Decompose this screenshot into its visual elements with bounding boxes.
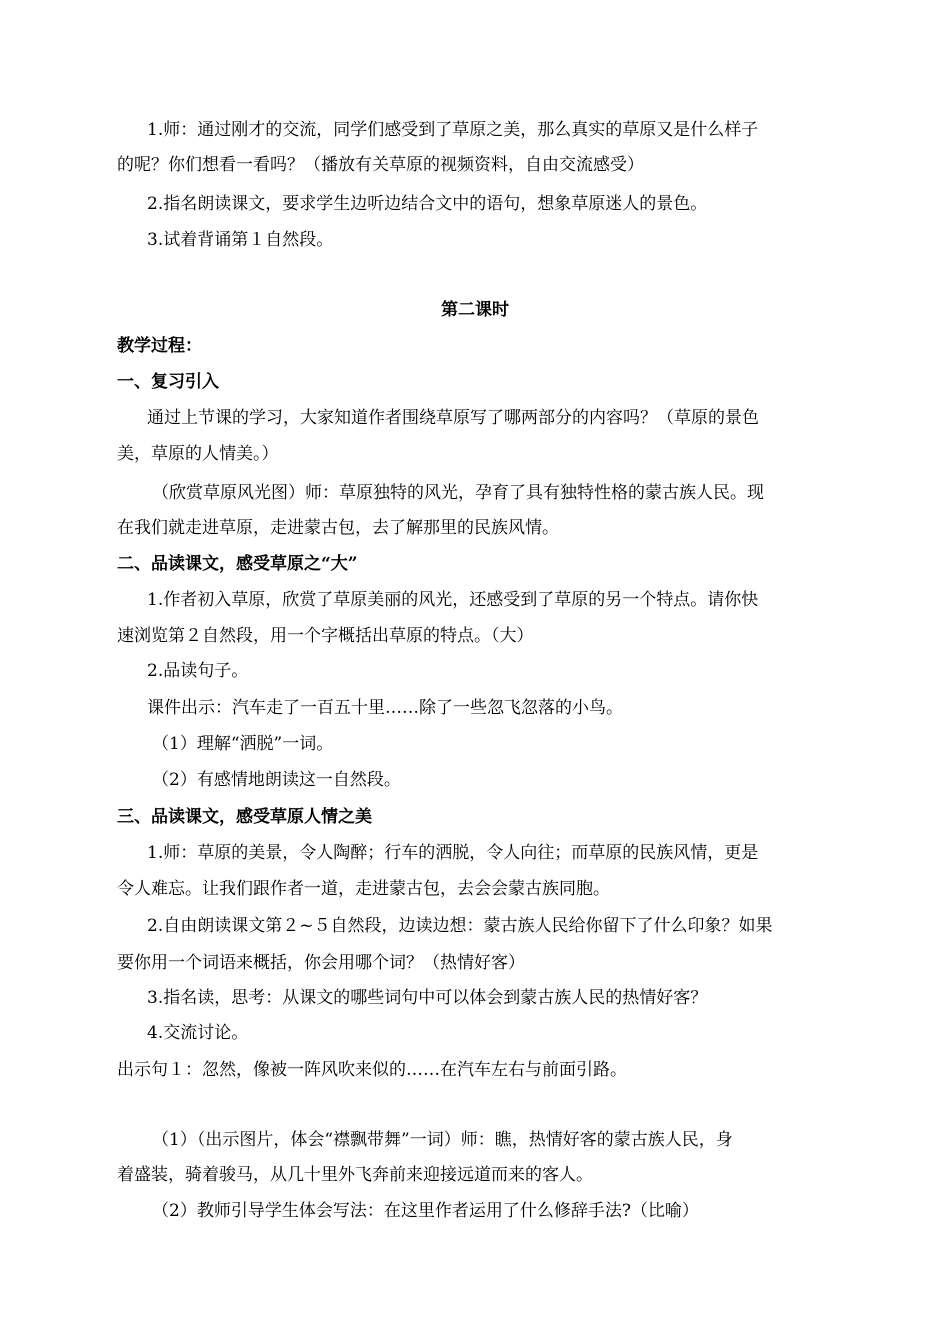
paragraph-line: 2.指名朗读课文，要求学生边听边结合文中的语句，想象草原迷人的景色。 (147, 194, 708, 214)
paragraph-line: 的呢？你们想看一看吗？（播放有关草原的视频资料，自由交流感受） (117, 155, 644, 175)
paragraph-line: 2.品读句子。 (147, 661, 249, 681)
paragraph-line: 3.试着背诵第１自然段。 (147, 230, 334, 250)
paragraph-line: （欣赏草原风光图）师：草原独特的风光，孕育了具有独特性格的蒙古族人民。现 (152, 483, 764, 503)
paragraph-line: 4.交流讨论。 (147, 1023, 249, 1043)
heading-3: 三、品读课文，感受草原人情之美 (117, 807, 372, 827)
paragraph-line: 令人难忘。让我们跟作者一道，走进蒙古包，去会会蒙古族同胞。 (117, 879, 610, 899)
paragraph-line: （2）教师引导学生体会写法：在这里作者运用了什么修辞手法?（比喻） (152, 1201, 699, 1221)
paragraph-line: 出示句１：忽然，像被一阵风吹来似的……在汽车左右与前面引路。 (117, 1060, 627, 1080)
paragraph-line: 着盛装，骑着骏马，从几十里外飞奔前来迎接远道而来的客人。 (117, 1165, 593, 1185)
paragraph-line: （1）理解“洒脱”一词。 (152, 734, 334, 754)
section-title: 第二课时 (441, 300, 509, 320)
paragraph-line: （1）（出示图片，体会“襟飘带舞”一词）师：瞧，热情好客的蒙古族人民，身 (152, 1130, 733, 1150)
paragraph-line: 3.指名读，思考：从课文的哪些词句中可以体会到蒙古族人民的热情好客？ (147, 988, 708, 1008)
paragraph-line: 速浏览第２自然段，用一个字概括出草原的特点。（大） (117, 626, 534, 646)
paragraph-line: 1.师：草原的美景，令人陶醉；行车的洒脱，令人向往；而草原的民族风情，更是 (147, 843, 759, 863)
paragraph-line: 通过上节课的学习，大家知道作者围绕草原写了哪两部分的内容吗？（草原的景色 (147, 408, 759, 428)
heading-teaching-process: 教学过程： (117, 336, 202, 356)
paragraph-line: （2）有感情地朗读这一自然段。 (152, 770, 401, 790)
paragraph-line: 1.师：通过刚才的交流，同学们感受到了草原之美，那么真实的草原又是什么样子 (147, 120, 759, 140)
heading-1: 一、复习引入 (117, 372, 219, 392)
paragraph-line: 美，草原的人情美。） (117, 444, 279, 464)
paragraph-line: 在我们就走进草原，走进蒙古包，去了解那里的民族风情。 (117, 518, 559, 538)
paragraph-line: 要你用一个词语来概括，你会用哪个词？（热情好客） (117, 953, 525, 973)
paragraph-line: 2.自由朗读课文第２~５自然段，边读边想：蒙古族人民给你留下了什么印象？如果 (147, 916, 773, 936)
paragraph-line: 课件出示：汽车走了一百五十里……除了一些忽飞忽落的小鸟。 (147, 698, 623, 718)
heading-2: 二、品读课文，感受草原之“大” (117, 554, 358, 574)
paragraph-line: 1.作者初入草原，欣赏了草原美丽的风光，还感受到了草原的另一个特点。请你快 (147, 590, 759, 610)
